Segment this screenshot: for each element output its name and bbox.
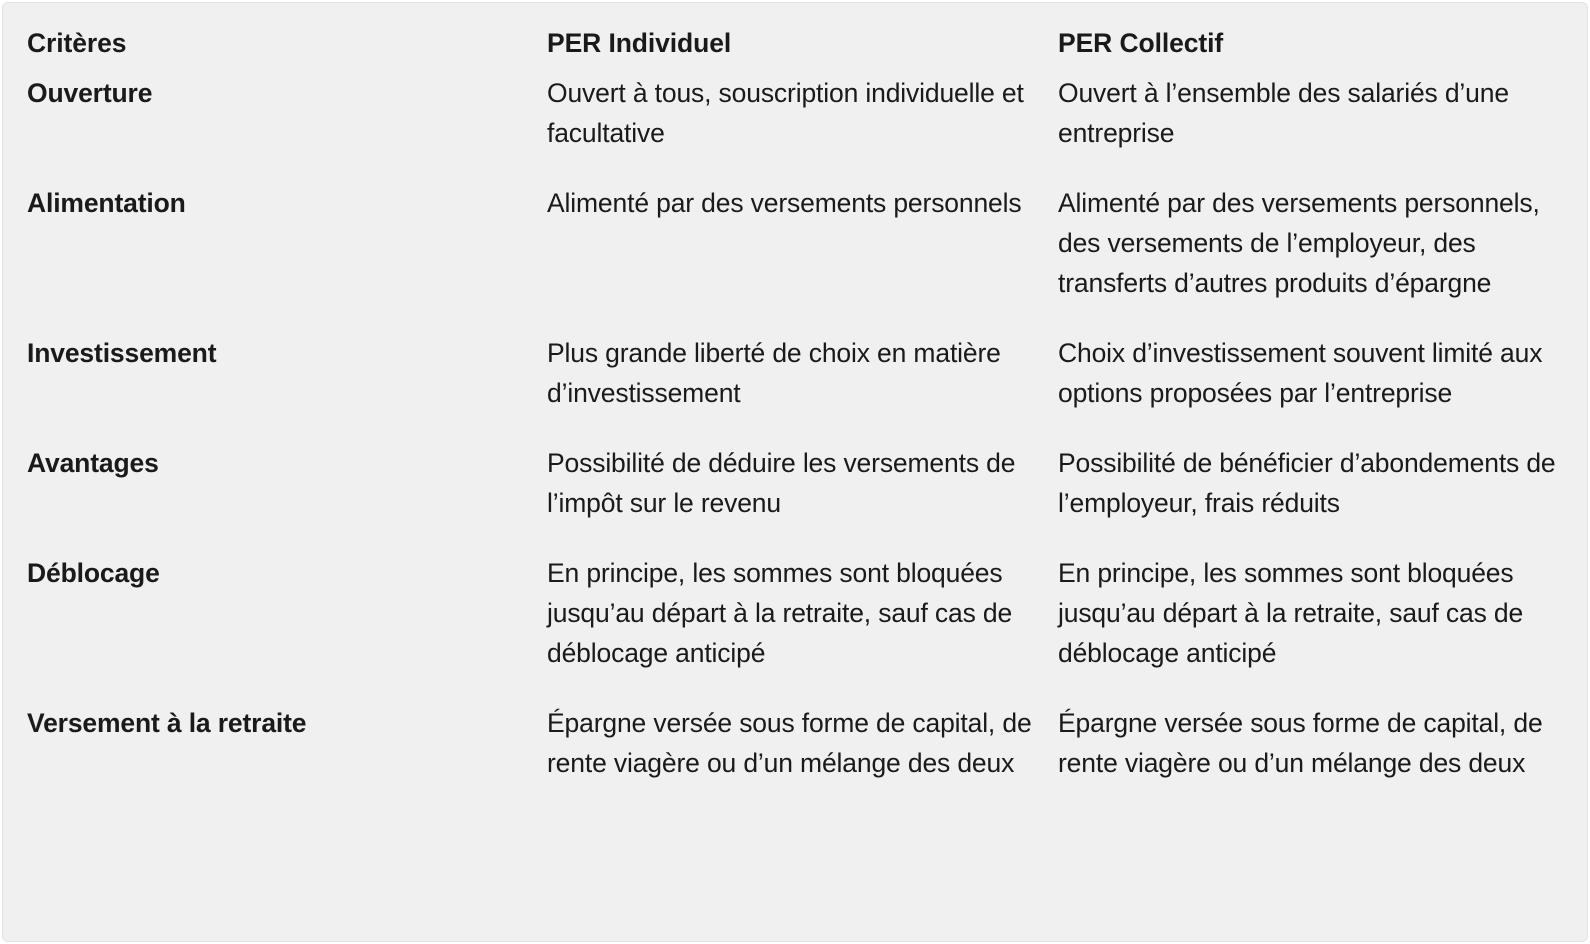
criterion-cell: Investissement: [27, 338, 217, 368]
collectif-cell: Alimenté par des versements personnels, des versements de l’employeur, des transferts d’autres produits d’épargne: [1058, 188, 1540, 298]
table-row-deblocage: [27, 553, 1572, 703]
table-row-versement-retraite: [27, 703, 1572, 783]
individuel-cell: Plus grande liberté de choix en matière d’investissement: [547, 338, 1001, 408]
collectif-cell: Épargne versée sous forme de capital, de rente viagère ou d’un mélange des deux: [1058, 708, 1543, 778]
table-row-investissement: [27, 333, 1572, 443]
table-row-ouverture: [27, 73, 1572, 183]
table-header-row: [27, 17, 1572, 73]
collectif-cell: Choix d’investissement souvent limité aux options proposées par l’entreprise: [1058, 338, 1543, 408]
criterion-cell: Versement à la retraite: [27, 708, 307, 738]
comparison-panel: [2, 2, 1588, 942]
collectif-cell: Possibilité de bénéficier d’abondements de l’employeur, frais réduits: [1058, 448, 1556, 518]
individuel-cell: Ouvert à tous, souscription individuelle et facultative: [547, 78, 1024, 148]
header-per-collectif: PER Collectif: [1058, 28, 1224, 58]
header-per-individuel: PER Individuel: [547, 28, 732, 58]
per-comparison-table: [27, 17, 1572, 783]
collectif-cell: En principe, les sommes sont bloquées jusqu’au départ à la retraite, sauf cas de déblocage anticipé: [1058, 558, 1524, 668]
individuel-cell: Alimenté par des versements personnels: [547, 188, 1022, 218]
table-row-avantages: [27, 443, 1572, 553]
collectif-cell: Ouvert à l’ensemble des salariés d’une entreprise: [1058, 78, 1509, 148]
criterion-cell: Déblocage: [27, 558, 160, 588]
individuel-cell: En principe, les sommes sont bloquées jusqu’au départ à la retraite, sauf cas de déblocage anticipé: [547, 558, 1013, 668]
criterion-cell: Ouverture: [27, 78, 153, 108]
individuel-cell: Épargne versée sous forme de capital, de rente viagère ou d’un mélange des deux: [547, 708, 1032, 778]
header-criteres: Critères: [27, 28, 127, 58]
criterion-cell: Avantages: [27, 448, 159, 478]
criterion-cell: Alimentation: [27, 188, 186, 218]
individuel-cell: Possibilité de déduire les versements de l’impôt sur le revenu: [547, 448, 1016, 518]
table-row-alimentation: [27, 183, 1572, 333]
